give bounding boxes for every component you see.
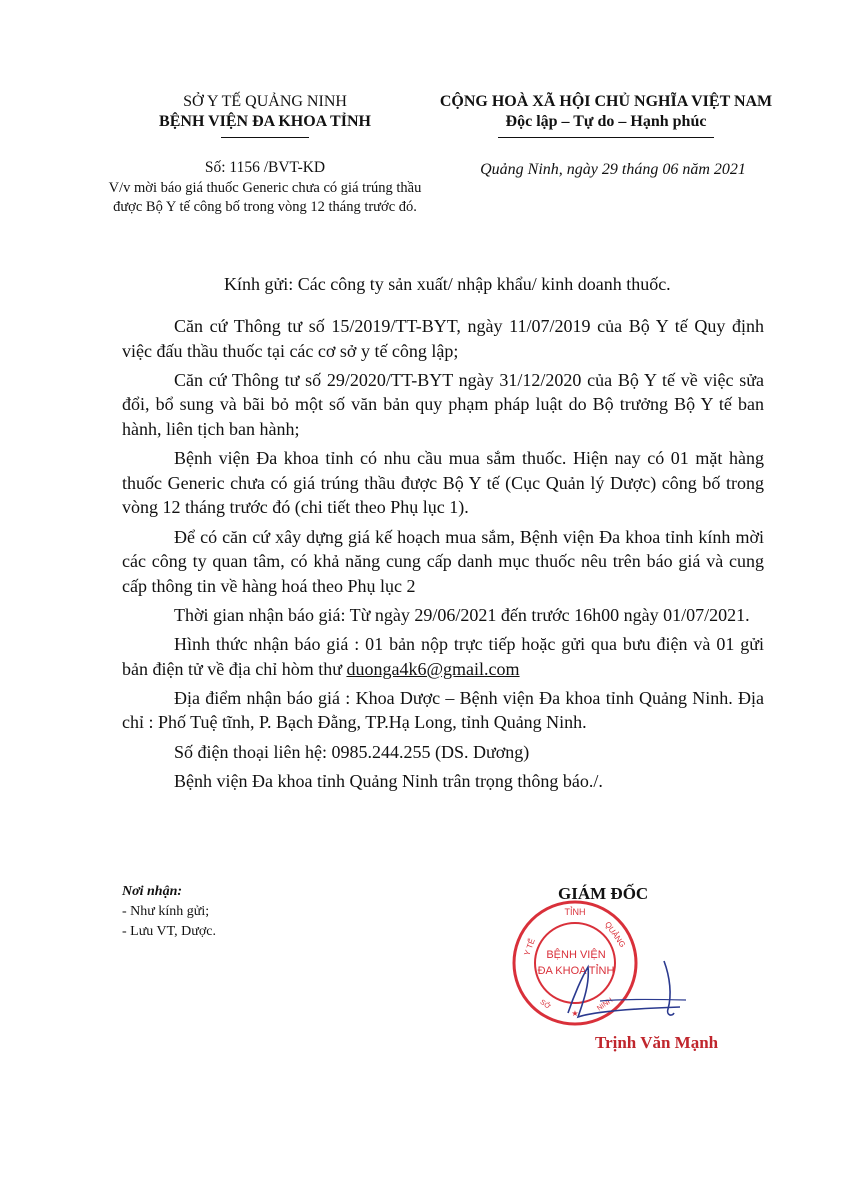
seal-line-1: BỆNH VIỆN (546, 949, 606, 961)
paragraph-deadline: Thời gian nhận báo giá: Từ ngày 29/06/2021 đến trước 16h00 ngày 01/07/2021. (174, 604, 750, 625)
seal-text-bottom-left: SỞ (538, 998, 552, 1011)
document-subject: V/v mời báo giá thuốc Generic chưa có giá trúng thầu được Bộ Y tế công bố trong vòng 12 tháng trước đó. (108, 180, 422, 215)
signer-title: GIÁM ĐỐC (558, 884, 649, 903)
seal-text-bottom-right: NINH (596, 996, 615, 1013)
paragraph-closing: Bệnh viện Đa khoa tỉnh Quảng Ninh trân trọng thông báo./. (174, 770, 603, 791)
document-number: Số: 1156 /BVT-KD (204, 159, 326, 176)
seal-star-icon: ★ (571, 1009, 579, 1018)
paragraph-phone: Số điện thoại liên hệ: 0985.244.255 (DS. Dương) (174, 741, 530, 762)
paragraph-legal-basis-1: Căn cứ Thông tư số 15/2019/TT-BYT, ngày 11/07/2019 của Bộ Y tế Quy định việc đấu thầu thuốc tại các cơ sở y tế công lập; (122, 316, 764, 361)
document-body (122, 314, 764, 798)
signer-name: Trịnh Văn Mạnh (595, 1033, 719, 1052)
issuer-block (100, 92, 430, 217)
paragraph-submission-method (122, 632, 764, 681)
hospital-underline (221, 137, 309, 138)
seal-line-2: ĐA KHOA TỈNH (537, 965, 615, 977)
recipients-list (122, 882, 216, 942)
department-name: SỞ Y TẾ QUẢNG NINH (183, 93, 347, 110)
paragraph-location: Địa điểm nhận báo giá : Khoa Dược – Bệnh viện Đa khoa tỉnh Quảng Ninh. Địa chỉ : Phố Tuệ tĩnh, P. Bạch Đằng, TP.Hạ Long, tỉnh Quảng Ninh. (122, 687, 764, 733)
signature-stroke-line (600, 999, 686, 1001)
motto-underline (498, 137, 714, 138)
hospital-name: BỆNH VIỆN ĐA KHOA TỈNH (159, 113, 371, 130)
submission-method-text: Hình thức nhận báo giá : 01 bản nộp trực tiếp hoặc gửi qua bưu điện và 01 gửi bản điện tử về địa chỉ hòm thư (122, 634, 764, 679)
recipients-item: - Lưu VT, Dược. (122, 924, 216, 939)
national-motto-block (420, 92, 792, 180)
recipients-title: Nơi nhận: (122, 884, 183, 899)
recipients-item: - Như kính gửi; (122, 904, 210, 919)
seal-text-left: Y TẾ (522, 937, 537, 957)
paragraph-legal-basis-2: Căn cứ Thông tư số 29/2020/TT-BYT ngày 31/12/2020 của Bộ Y tế về việc sửa đổi, bổ sung và bãi bỏ một số văn bản quy phạm pháp luật do Bộ trưởng Bộ Y tế ban hành, liên tịch ban hành; (122, 369, 764, 439)
handwritten-signature (560, 955, 700, 1035)
paragraph-invitation: Để có căn cứ xây dựng giá kế hoạch mua sắm, Bệnh viện Đa khoa tỉnh kính mời các công ty quan tâm, có khả năng cung cấp danh mục thuốc nêu trên báo giá và cung cấp thông tin về hàng hoá theo Phụ lục 2 (122, 526, 764, 596)
national-motto: Độc lập – Tự do – Hạnh phúc (505, 113, 707, 130)
nation-title: CỘNG HOÀ XÃ HỘI CHỦ NGHĨA VIỆT NAM (439, 93, 773, 110)
signature-stroke-main (568, 967, 680, 1017)
email-link[interactable]: duonga4k6@gmail.com (346, 658, 520, 679)
recipient-line: Kính gửi: Các công ty sản xuất/ nhập khẩu/ kinh doanh thuốc. (224, 274, 671, 294)
place-date: Quảng Ninh, ngày 29 tháng 06 năm 2021 (480, 161, 746, 178)
seal-text-top: TỈNH (564, 907, 586, 917)
seal-text-right: QUẢNG (602, 919, 628, 950)
paragraph-need: Bệnh viện Đa khoa tỉnh có nhu cầu mua sắm thuốc. Hiện nay có 01 mặt hàng thuốc Generic chưa có giá trúng thầu được Bộ Y tế (Cục Quản lý Dược) công bố trong vòng 12 tháng trước đó (chi tiết theo Phụ lục 1). (122, 448, 764, 518)
